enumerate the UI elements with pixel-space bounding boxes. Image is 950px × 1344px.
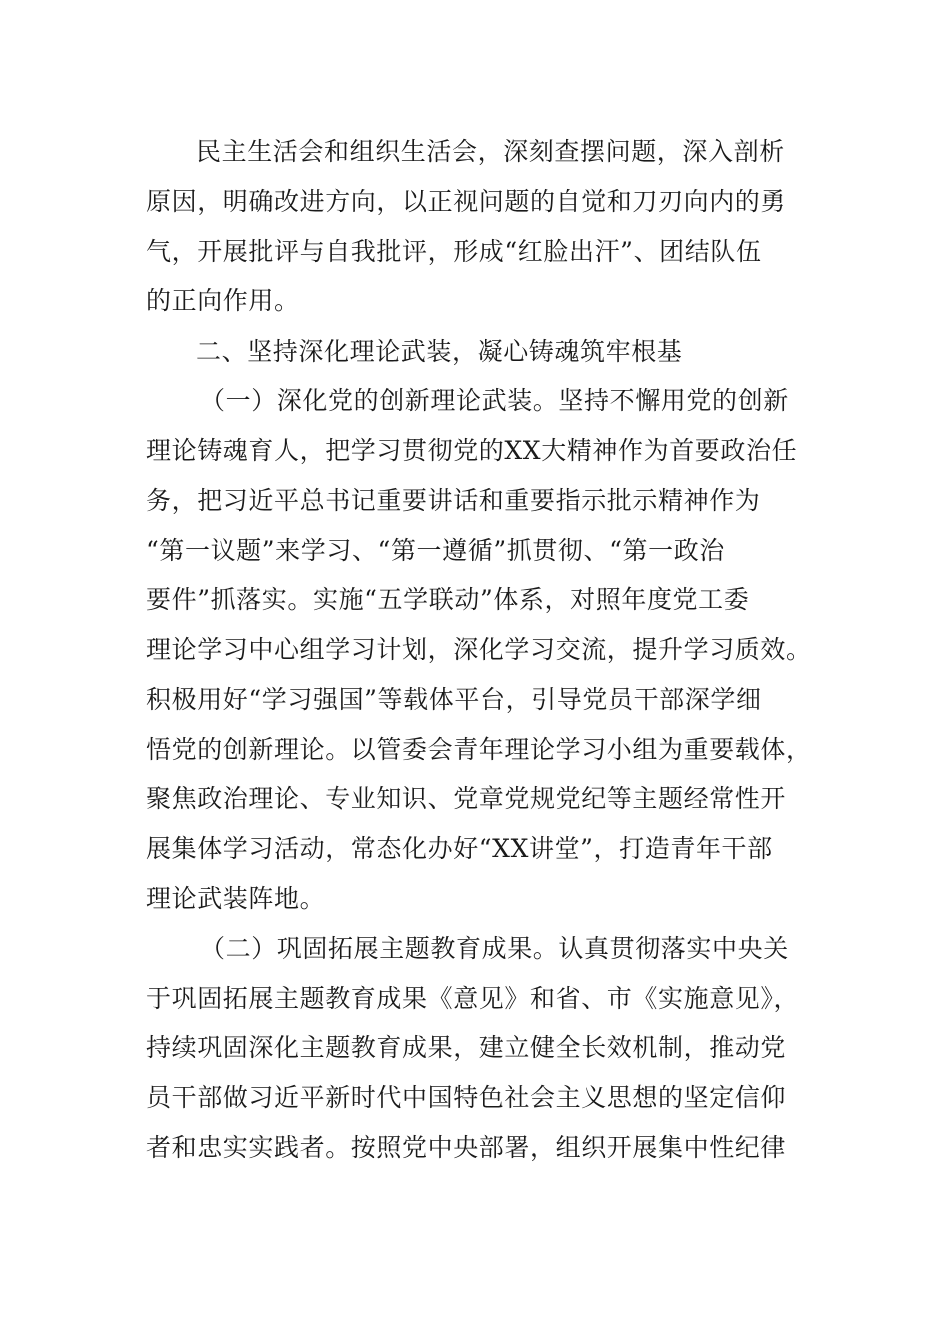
paragraph-line: 理论武装阵地。 bbox=[146, 884, 326, 913]
paragraph-line: 聚焦政治理论、专业知识、党章党规党纪等主题经常性开 bbox=[146, 784, 787, 813]
paragraph-line: 理论学习中心组学习计划，深化学习交流，提升学习质效。 bbox=[146, 635, 812, 664]
paragraph-line: 于巩固拓展主题教育成果《意见》和省、市《实施意见》， bbox=[146, 984, 800, 1013]
paragraph-line: 要件”抓落实。实施“五学联动”体系，对照年度党工委 bbox=[146, 585, 750, 614]
paragraph-line: 积极用好“学习强国”等载体平台，引导党员干部深学细 bbox=[146, 685, 762, 714]
paragraph-line: 悟党的创新理论。以管委会青年理论学习小组为重要载体， bbox=[146, 735, 812, 764]
paragraph-line: 气，开展批评与自我批评，形成“红脸出汗”、团结队伍 bbox=[146, 237, 762, 266]
paragraph-line: 展集体学习活动，常态化办好“XX讲堂”，打造青年干部 bbox=[146, 834, 773, 863]
paragraph-line: 务，把习近平总书记重要讲话和重要指示批示精神作为 bbox=[146, 486, 761, 515]
paragraph-line: （二）巩固拓展主题教育成果。认真贯彻落实中央关 bbox=[200, 934, 789, 963]
paragraph-line: 原因，明确改进方向，以正视问题的自觉和刀刃向内的勇 bbox=[146, 187, 787, 216]
paragraph-line: 民主生活会和组织生活会，深刻查摆问题，深入剖析 bbox=[196, 137, 785, 166]
paragraph-line: 持续巩固深化主题教育成果，建立健全长效机制，推动党 bbox=[146, 1033, 787, 1062]
paragraph-line: 理论铸魂育人，把学习贯彻党的XX大精神作为首要政治任 bbox=[146, 436, 798, 465]
paragraph-line: （一）深化党的创新理论武装。坚持不懈用党的创新 bbox=[200, 386, 789, 415]
section-heading: 二、坚持深化理论武装，凝心铸魂筑牢根基 bbox=[196, 337, 683, 366]
paragraph-line: 员干部做习近平新时代中国特色社会主义思想的坚定信仰 bbox=[146, 1083, 787, 1112]
paragraph-line: 者和忠实实践者。按照党中央部署，组织开展集中性纪律 bbox=[146, 1133, 787, 1162]
paragraph-line: 的正向作用。 bbox=[146, 286, 300, 315]
paragraph-line: “第一议题”来学习、“第一遵循”抓贯彻、“第一政治 bbox=[146, 536, 725, 565]
